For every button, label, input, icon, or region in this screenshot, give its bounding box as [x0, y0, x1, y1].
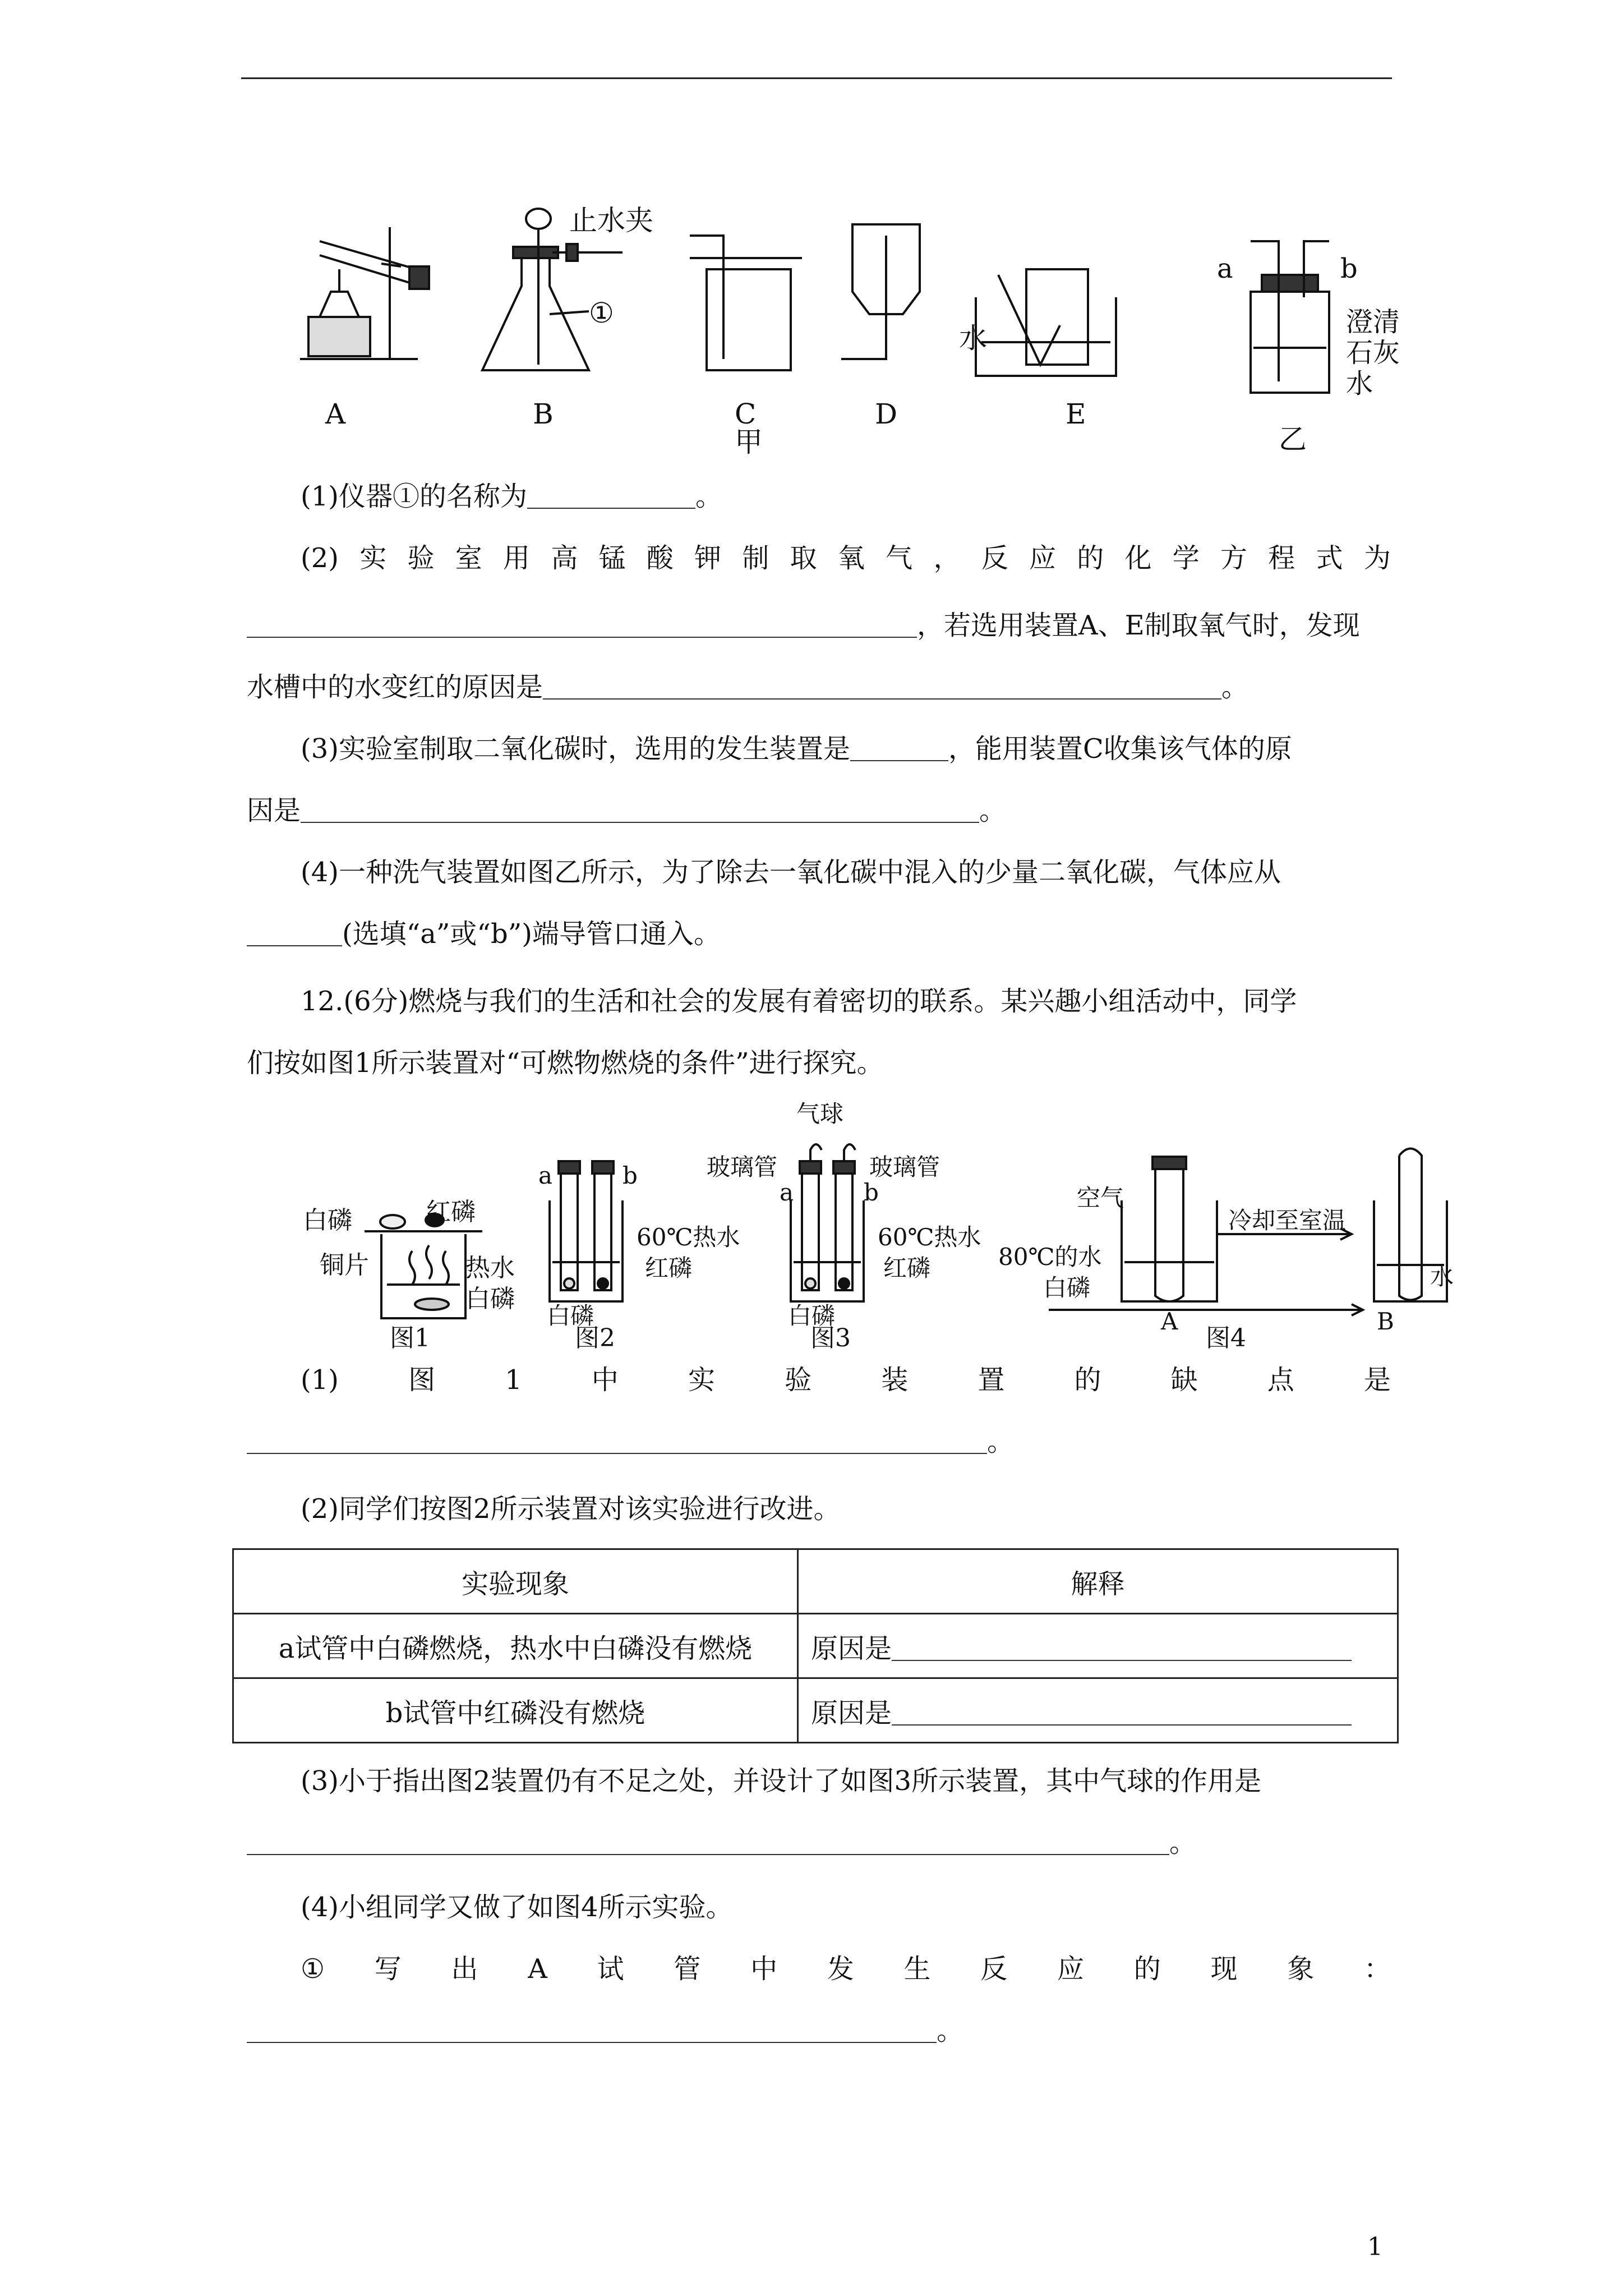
f1-caption: 图1	[390, 1324, 430, 1352]
f2-caption: 图2	[575, 1324, 615, 1352]
spread-word: ：	[1363, 1953, 1391, 1985]
answer-blank[interactable]	[247, 1829, 1169, 1855]
spread-word: 试	[597, 1953, 624, 1985]
q11-part4-line2: (选填“a”或“b”)端导管口通入。	[247, 917, 721, 951]
answer-blank[interactable]	[850, 735, 948, 761]
fig-label-D: D	[875, 398, 898, 430]
spread-word: 反	[980, 1953, 1008, 1985]
f4-air: 空气	[1077, 1184, 1124, 1212]
spread-word: 程	[1268, 542, 1295, 574]
table-cell: b试管中红磷没有燃烧	[233, 1678, 798, 1743]
f1-white-p: 白磷	[303, 1206, 352, 1235]
f4-water: 水	[1430, 1263, 1454, 1290]
fig-label-E: E	[1066, 398, 1086, 430]
spread-word: 生	[903, 1953, 931, 1985]
spread-word: 方	[1220, 542, 1248, 574]
spread-word: 钾	[694, 542, 722, 574]
spread-word: 氧	[837, 542, 865, 574]
port-b-label: b	[1340, 253, 1358, 284]
spread-word: 学	[1172, 542, 1200, 574]
spread-word: (1)	[301, 1364, 339, 1396]
q11-part2-line3: 水槽中的水变红的原因是 。	[247, 671, 1249, 703]
answer-blank[interactable]	[247, 612, 917, 638]
q11-part1: (1)仪器①的名称为 。	[301, 481, 723, 512]
f3-glass-tube-2: 玻璃管	[869, 1153, 940, 1181]
f4-white-p: 白磷	[1043, 1274, 1091, 1301]
q12-part3-line1: (3)小于指出图2装置仍有不足之处，并设计了如图3所示装置，其中气球的作用是	[301, 1765, 1262, 1797]
spread-word: 气	[886, 542, 913, 574]
table-header-cell: 解释	[798, 1549, 1398, 1614]
spread-word: 验	[407, 542, 435, 574]
spread-word: 出	[451, 1953, 478, 1985]
spread-word: 反	[981, 542, 1008, 574]
spread-word: 写	[374, 1953, 402, 1985]
spread-word: 应	[1029, 542, 1056, 574]
spread-word: 锰	[598, 542, 626, 574]
spread-word: 为	[1363, 542, 1391, 574]
page-number: 1	[1367, 2233, 1383, 2261]
spread-word: 图	[408, 1364, 436, 1396]
f4-B: B	[1377, 1308, 1394, 1335]
f1-white-p-2: 白磷	[465, 1285, 515, 1313]
limewater-label-2: 石灰	[1346, 337, 1400, 369]
q12-part4: (4)小组同学又做了如图4所示实验。	[301, 1892, 733, 1923]
table-cell: 原因是	[798, 1678, 1398, 1743]
spread-word: 高	[551, 542, 578, 574]
f2-red-p: 红磷	[645, 1254, 693, 1282]
spread-word: ，	[933, 542, 961, 574]
table-row	[233, 1614, 1398, 1678]
spread-word: 验	[785, 1364, 812, 1396]
q11-part3-line2: 因是 。	[247, 795, 1007, 826]
spread-word: 中	[591, 1364, 619, 1396]
spread-word: 实	[359, 542, 387, 574]
spread-word: 中	[750, 1953, 778, 1985]
water-label: 水	[959, 322, 987, 355]
clamp-label: 止水夹	[569, 204, 653, 237]
spread-word: 应	[1057, 1953, 1085, 1985]
q11-part2-line1	[301, 541, 1391, 575]
spread-word: 用	[503, 542, 531, 574]
f4-cool: 冷却至室温	[1228, 1207, 1347, 1234]
f3-b: b	[864, 1179, 879, 1206]
f4-water-80: 80℃的水	[998, 1243, 1102, 1271]
spread-word: 实	[688, 1364, 716, 1396]
phenomenon-table	[232, 1548, 1399, 1743]
header-rule	[241, 77, 1392, 79]
fig-caption-yi: 乙	[1279, 423, 1307, 455]
answer-blank[interactable]	[892, 1635, 1352, 1661]
spread-word: A	[528, 1953, 547, 1985]
spread-word: 象	[1287, 1953, 1315, 1985]
spread-word: 的	[1133, 1953, 1161, 1985]
table-cell: 原因是	[798, 1614, 1398, 1678]
q12-part3-line2: 。	[247, 1826, 1196, 1860]
spread-word: (2)	[301, 542, 339, 574]
limewater-label-3: 水	[1346, 368, 1373, 399]
table-row	[233, 1678, 1398, 1743]
spread-word: 发	[827, 1953, 854, 1985]
spread-word: 制	[742, 542, 769, 574]
answer-blank[interactable]	[301, 797, 979, 823]
q12-part2: (2)同学们按图2所示装置对该实验进行改进。	[301, 1493, 841, 1525]
item-1-label: ①	[589, 297, 614, 329]
table-header-cell: 实验现象	[233, 1549, 798, 1614]
f2-a: a	[538, 1162, 553, 1189]
f2-hot-water: 60℃热水	[637, 1223, 740, 1251]
f1-red-p: 红磷	[426, 1198, 476, 1226]
q12-part4-1-line2: 。	[247, 2014, 963, 2047]
fig-caption-jia: 甲	[735, 426, 763, 458]
spread-word: 管	[674, 1953, 701, 1985]
spread-word: 室	[455, 542, 482, 574]
spread-word: 的	[1077, 542, 1104, 574]
q12-intro-line2: 们按如图1所示装置对“可燃物燃烧的条件”进行探究。	[247, 1047, 884, 1079]
f1-copper: 铜片	[320, 1251, 369, 1280]
f3-hot-water: 60℃热水	[878, 1223, 981, 1251]
port-a-label: a	[1217, 253, 1233, 284]
spread-word: 化	[1124, 542, 1152, 574]
q11-part3-line1: (3)实验室制取二氧化碳时，选用的发生装置是 ，能用装置C收集该气体的原	[301, 733, 1292, 765]
q11-part4-line1: (4)一种洗气装置如图乙所示，为了除去一氧化碳中混入的少量二氧化碳，气体应从	[301, 857, 1281, 888]
spread-word: 缺	[1170, 1364, 1198, 1396]
apparatus-figure-jia-yi	[297, 202, 1430, 460]
q12-part4-1-line1	[301, 1952, 1391, 1986]
limewater-label-1: 澄清	[1346, 306, 1400, 338]
spread-word: 点	[1267, 1364, 1294, 1396]
q12-part1-line1	[301, 1363, 1391, 1397]
spread-word: 装	[881, 1364, 909, 1396]
f4-caption: 图4	[1206, 1324, 1246, 1352]
spread-word: 式	[1316, 542, 1343, 574]
f2-white-p: 白磷	[547, 1302, 594, 1329]
spread-word: 置	[978, 1364, 1005, 1396]
f3-white-p: 白磷	[788, 1302, 836, 1329]
f3-red-p: 红磷	[883, 1254, 931, 1282]
f3-glass-tube-1: 玻璃管	[707, 1153, 778, 1181]
q12-part1-line2: 。	[247, 1425, 1014, 1458]
answer-blank[interactable]	[892, 1700, 1352, 1726]
spread-word: ①	[301, 1953, 325, 1985]
spread-word: 现	[1210, 1953, 1238, 1985]
f1-hot-water: 热水	[465, 1254, 515, 1282]
spread-word: 的	[1074, 1364, 1101, 1396]
q12-intro-line1: 12.(6分)燃烧与我们的生活和社会的发展有着密切的联系。某兴趣小组活动中，同学	[301, 986, 1297, 1017]
spread-word: 酸	[646, 542, 674, 574]
combustion-experiment-figures	[297, 1094, 1458, 1363]
answer-blank[interactable]	[247, 921, 342, 946]
answer-blank[interactable]	[527, 483, 695, 509]
spread-word: 1	[505, 1364, 522, 1396]
spread-word: 取	[790, 542, 817, 574]
f3-caption: 图3	[810, 1324, 851, 1352]
q11-part2-line2: ，若选用装置A、E制取氧气时，发现	[247, 609, 1360, 642]
answer-blank[interactable]	[543, 674, 1221, 700]
answer-blank[interactable]	[247, 2017, 937, 2043]
spread-word: 是	[1363, 1364, 1391, 1396]
table-header-row	[233, 1549, 1398, 1614]
f2-b: b	[623, 1162, 638, 1189]
table-cell: a试管中白磷燃烧，热水中白磷没有燃烧	[233, 1614, 798, 1678]
f3-balloon: 气球	[796, 1100, 844, 1128]
f4-A: A	[1161, 1308, 1178, 1335]
fig-label-A: A	[325, 398, 346, 430]
fig-label-C: C	[735, 398, 757, 430]
answer-blank[interactable]	[247, 1428, 987, 1454]
fig-label-B: B	[533, 398, 554, 430]
f3-a: a	[780, 1179, 794, 1206]
